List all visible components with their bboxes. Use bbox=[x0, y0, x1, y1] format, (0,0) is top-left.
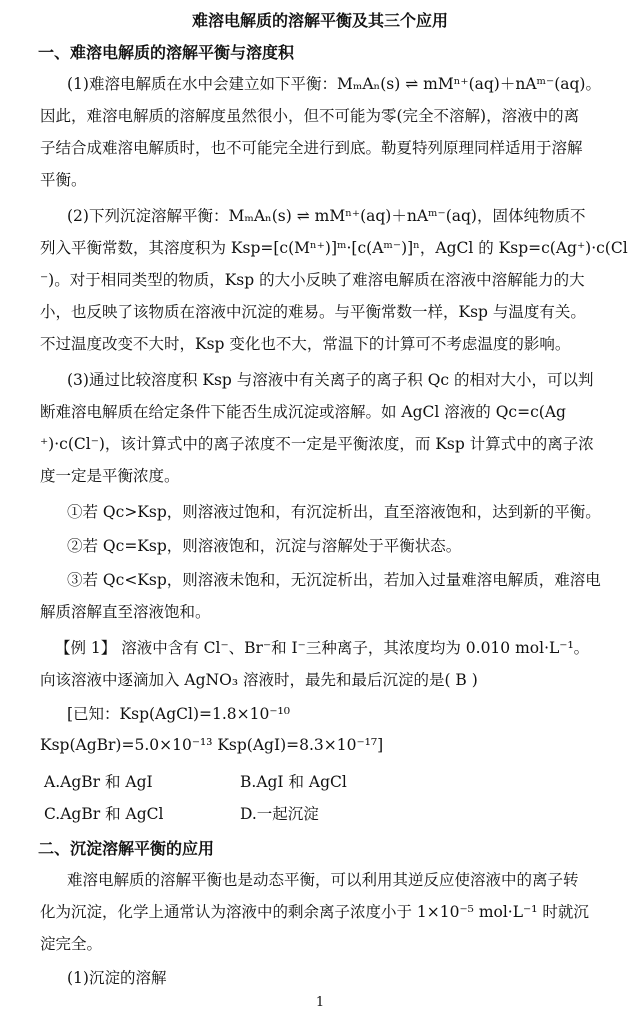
s1-p2-line-1: (2)下列沉淀溶解平衡：MₘAₙ(s) ⇌ mMⁿ⁺(aq)＋nAᵐ⁻(aq)，固体纯物质不 bbox=[67, 207, 586, 225]
example-question-line-2: 向该溶液中逐滴加入 AgNO₃ 溶液时，最先和最后沉淀的是( B ) bbox=[40, 671, 478, 689]
subsection-heading: (1)沉淀的溶解 bbox=[67, 969, 167, 987]
s2-p1-line-1: 难溶电解质的溶解平衡也是动态平衡，可以利用其逆反应使溶液中的离子转 bbox=[67, 871, 579, 889]
s1-p1-line-4: 平衡。 bbox=[40, 171, 87, 189]
s2-p1-line-3: 淀完全。 bbox=[40, 935, 103, 953]
section-2-heading: 二、沉淀溶解平衡的应用 bbox=[38, 839, 215, 858]
option-b: B.AgI 和 AgCl bbox=[240, 773, 347, 791]
condition-2: ②若 Qc=Ksp，则溶液饱和，沉淀与溶解处于平衡状态。 bbox=[67, 537, 462, 555]
example-given-line-2: Ksp(AgBr)=5.0×10⁻¹³ Ksp(AgI)=8.3×10⁻¹⁷] bbox=[40, 736, 384, 754]
example-given-line-1: [已知：Ksp(AgCl)=1.8×10⁻¹⁰ bbox=[67, 705, 290, 723]
s1-p2-line-3: ⁻)。对于相同类型的物质，Ksp 的大小反映了难溶电解质在溶液中溶解能力的大 bbox=[40, 271, 585, 289]
page-title: 难溶电解质的溶解平衡及其三个应用 bbox=[191, 11, 448, 30]
option-c: C.AgBr 和 AgCl bbox=[44, 805, 164, 823]
condition-3-line-1: ③若 Qc<Ksp，则溶液未饱和，无沉淀析出，若加入过量难溶电解质，难溶电 bbox=[67, 571, 601, 589]
s1-p3-line-2: 断难溶电解质在给定条件下能否生成沉淀或溶解。如 AgCl 溶液的 Qc=c(Ag bbox=[40, 403, 566, 421]
s1-p3-line-1: (3)通过比较溶度积 Ksp 与溶液中有关离子的离子积 Qc 的相对大小，可以判 bbox=[67, 371, 594, 389]
s1-p3-line-3: ⁺)·c(Cl⁻)，该计算式中的离子浓度不一定是平衡浓度，而 Ksp 计算式中的离子浓 bbox=[40, 435, 594, 453]
s1-p1-line-2: 因此，难溶电解质的溶解度虽然很小，但不可能为零(完全不溶解)，溶液中的离 bbox=[40, 107, 580, 125]
s1-p1-line-1: (1)难溶电解质在水中会建立如下平衡：MₘAₙ(s) ⇌ mMⁿ⁺(aq)＋nAᵐ⁻(aq)。 bbox=[67, 75, 601, 93]
section-1-heading: 一、难溶电解质的溶解平衡与溶度积 bbox=[38, 43, 295, 62]
option-a: A.AgBr 和 AgI bbox=[44, 773, 153, 791]
s1-p2-line-2: 列入平衡常数，其溶度积为 Ksp=[c(Mⁿ⁺)]ᵐ·[c(Aᵐ⁻)]ⁿ，AgCl 的 Ksp=c(Ag⁺)·c(Cl bbox=[40, 239, 628, 257]
s1-p3-line-4: 度一定是平衡浓度。 bbox=[40, 467, 180, 485]
example-question-line-1: 【例 1】 溶液中含有 Cl⁻、Br⁻和 I⁻三种离子，其浓度均为 0.010 mol·L⁻¹。 bbox=[55, 639, 590, 657]
s1-p2-line-4: 小，也反映了该物质在溶液中沉淀的难易。与平衡常数一样，Ksp 与温度有关。 bbox=[40, 303, 586, 321]
s1-p2-line-5: 不过温度改变不大时，Ksp 变化也不大，常温下的计算可不考虑温度的影响。 bbox=[40, 335, 571, 353]
s2-p1-line-2: 化为沉淀，化学上通常认为溶液中的剩余离子浓度小于 1×10⁻⁵ mol·L⁻¹ 时就沉 bbox=[40, 903, 589, 921]
condition-3-line-2: 解质溶解直至溶液饱和。 bbox=[40, 603, 211, 621]
condition-1: ①若 Qc>Ksp，则溶液过饱和，有沉淀析出，直至溶液饱和，达到新的平衡。 bbox=[67, 503, 601, 521]
option-d: D.一起沉淀 bbox=[240, 805, 319, 823]
page-number: 1 bbox=[315, 995, 325, 1010]
s1-p1-line-3: 子结合成难溶电解质时，也不可能完全进行到底。勒夏特列原理同样适用于溶解 bbox=[40, 139, 583, 157]
